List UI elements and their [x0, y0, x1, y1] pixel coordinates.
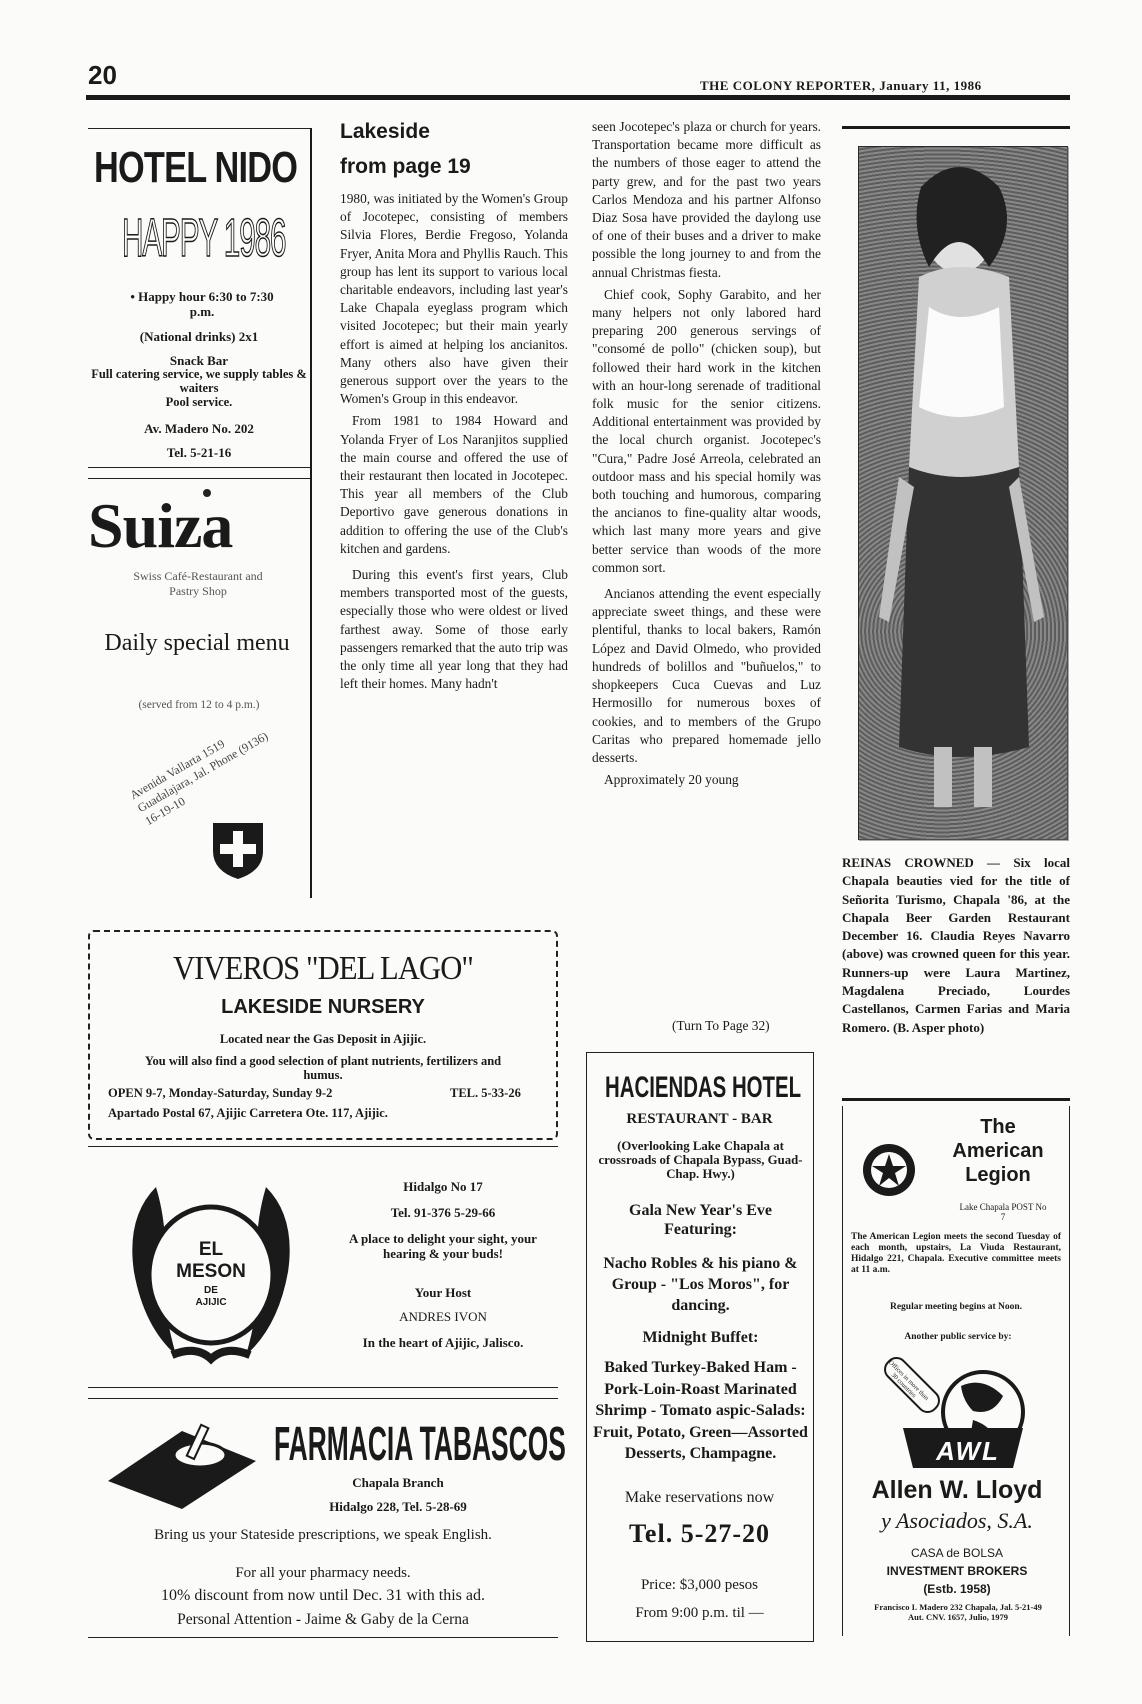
meson-host: ANDRES IVON: [399, 1309, 487, 1324]
suiza-divider: [310, 128, 312, 898]
queen-photo: [858, 146, 1068, 840]
asociados: y Asociados, S.A.: [881, 1508, 1033, 1533]
meson-address: Hidalgo No 17: [403, 1179, 483, 1194]
casa-bolsa: CASA de BOLSA: [910, 1546, 1004, 1560]
meson-host-label: Your Host: [414, 1285, 472, 1300]
photo-top-rule: [842, 126, 1070, 129]
catering: Full catering service, we supply tables & waiters: [91, 367, 307, 395]
legion-post: Lake Chapala POST No 7: [959, 1202, 1047, 1222]
suiza-daily: Daily special menu: [104, 630, 290, 656]
drinks: (National drinks) 2x1: [139, 329, 259, 344]
article-col1-para: During this event's first years, Club members transported most of the guests, especially those who were oldest or lived farthest away. Some of those early passengers remarked that the auto trip was the only time all year long that they had left their homes. Many hadn't: [340, 567, 568, 692]
page-number: 20: [88, 60, 117, 90]
legion-regular: Regular meeting begins at Noon.: [889, 1302, 1023, 1312]
pool: Pool service.: [165, 395, 233, 409]
article-col1-para: 1980, was initiated by the Women's Group of Jocotepec, consisting of members Silvia Flores, Berdie Fregoso, Yolanda Fryer, Anita Mora and Phyllis Rauch. This group has lent its support to various local charitable endeavors, including last year's Lake Chapala eyeglass program which visited Jocotepec; but their main yearly effort is aimed at helping los ancianitos. Many others also have given their generous support over the years to the Women's Group in this endeavor.: [340, 191, 568, 407]
happy-hour: • Happy hour 6:30 to 7:30 p.m.: [130, 289, 274, 319]
viveros-open: OPEN 9-7, Monday-Saturday, Sunday 9-2: [108, 1086, 333, 1100]
legion-title-1: The: [980, 1116, 1016, 1138]
haciendas-reserve: Make reservations now: [624, 1489, 775, 1506]
meson-logo-line3: DE: [204, 1285, 218, 1296]
suiza-served: (served from 12 to 4 p.m.): [138, 699, 260, 711]
haciendas-sub: RESTAURANT - BAR: [626, 1111, 773, 1127]
awl-globe-text: Offices in more than 30 countries: [887, 1359, 930, 1402]
meson-ad: [88, 1146, 558, 1388]
photo-caption: REINAS CROWNED — Six local Chapala beauties vied for the title of Señorita Turismo, Chapala '86, at the Chapala Beer Garden Restaurant December 16. Claudia Reyes Navarro (above) was crowned queen for this year. Runners-up were Laura Martinez, Magdalena Preciado, Lourdes Castellanos, Carmen Farias and Maria Romero. (B. Asper photo): [842, 855, 1070, 1035]
farmacia-line3: 10% discount from now until Dec. 31 with this ad.: [161, 1587, 485, 1604]
article-col2-para: Approximately 20 young: [604, 772, 739, 788]
haciendas-gala: Gala New Year's Eve Featuring:: [629, 1202, 772, 1238]
meson-logo-line4: AJIJIC: [195, 1297, 227, 1308]
farmacia-line1: Bring us your Stateside prescriptions, we speak English.: [154, 1527, 492, 1543]
haciendas-overlook: (Overlooking Lake Chapala at crossroads of Chapala Bypass, Guad-Chap. Hwy.): [598, 1139, 803, 1181]
haciendas-band: Nacho Robles & his piano & Group - "Los Moros", for dancing.: [603, 1255, 798, 1314]
header-rule: [86, 95, 1070, 100]
snack-bar: Snack Bar: [169, 353, 229, 368]
legion-meets: The American Legion meets the second Tuesday of each month, upstairs, La Viuda Restaurant, Hidalgo 221, Chapala. Executive committee meets at 11 a.m.: [851, 1232, 1061, 1275]
masthead: THE COLONY REPORTER, January 11, 1986: [700, 78, 982, 93]
hotel-address: Av. Madero No. 202: [144, 421, 254, 436]
meson-tel: Tel. 91-376 5-29-66: [390, 1205, 496, 1220]
legion-ad: [842, 1106, 1070, 1636]
hotel-tel: Tel. 5-21-16: [166, 445, 232, 460]
article-col2-para: seen Jocotepec's plaza or church for years. Transportation became more difficult as the numbers of those eager to attend the party grew, and for the past two years Carlos Mendoza and his partner Alfonso Diaz Sosa have provided the daylong use of one of their buses and a driver to make possible the long journey to and from the annual Christmas fiesta.: [592, 119, 821, 280]
awl-logo: AWL: [936, 1436, 1000, 1466]
meson-logo-line2: MESON: [176, 1261, 246, 1282]
investment-brokers: INVESTMENT BROKERS: [886, 1564, 1028, 1578]
haciendas-tel: Tel. 5-27-20: [628, 1519, 771, 1548]
hotel-nido-title: HOTEL NIDO: [94, 143, 298, 192]
viveros-located: Located near the Gas Deposit in Ajijic.: [219, 1032, 427, 1046]
estab: (Estb. 1958): [923, 1582, 991, 1596]
suiza-ad: [88, 478, 310, 896]
farmacia-line4: Personal Attention - Jaime & Gaby de la Cerna: [177, 1611, 469, 1628]
farmacia-ad: [88, 1398, 566, 1638]
haciendas-ad: [586, 1052, 814, 1642]
haciendas-from: From 9:00 p.m. til —: [635, 1605, 764, 1621]
mortar-pestle-icon: [102, 1421, 262, 1511]
viveros-subtitle: LAKESIDE NURSERY: [221, 996, 425, 1018]
article-col2-para: Chief cook, Sophy Garabito, and her many helpers not only labored hard preparing 200 generous servings of "consomé de pollo" (chicken soup), but followed their hard work in the kitchen with an hour-long serenade of traditional folk music for the senior citizens. Additional entertainment was provided by the local church organist. Jocotepec's "Cura," Padre José Arreola, celebrated an outdoor mass and his special homily was both touching and humorous, comparing the ancianos to fine-quality altar woods, which last many more years and give better service than woods of the more common sort.: [592, 286, 821, 575]
turn-to-page: (Turn To Page 32): [672, 1018, 770, 1033]
suiza-desc: Swiss Café-Restaurant and Pastry Shop: [133, 569, 263, 598]
legion-title-3: Legion: [965, 1164, 1031, 1186]
farmacia-title: FARMACIA TABASCOS: [274, 1418, 566, 1471]
viveros-ad: [88, 930, 558, 1140]
viveros-title: VIVEROS "DEL LAGO": [172, 950, 474, 987]
allen-lloyd: Allen W. Lloyd: [871, 1476, 1043, 1504]
swiss-cross-icon: [208, 819, 268, 881]
viveros-also: You will also find a good selection of plant nutrients, fertilizers and humus.: [144, 1054, 502, 1082]
article-col2-para: Ancianos attending the event especially appreciate sweet things, and these were plentiful, thanks to local bakers, Ramón López and David Olmedo, who provided hundreds of bolillos and "buñuelos," to shopkeepers Cuca Cuevas and Luz Hermosillo for numerous boxes of cookies, and to members of the Grupo Caritas who prepared homemade jello desserts.: [592, 586, 821, 765]
legion-address: Francisco I. Madero 232 Chapala, Jal. 5-21-49 Aut. CNV. 1657, Julio, 1979: [874, 1602, 1042, 1622]
article-col1-para: From 1981 to 1984 Howard and Yolanda Fryer of Los Naranjitos supplied the main course and offered the use of their restaurant then located in Jocotepec. This year all members of the Club Deportivo gave generous donations in addition to offering the use of the Club's kitchen and gardens.: [340, 413, 568, 556]
viveros-apartado: Apartado Postal 67, Ajijic Carretera Ote. 117, Ajijic.: [108, 1106, 388, 1120]
hotel-nido-subtitle: HAPPY 1986: [122, 208, 286, 268]
article-headline-1: Lakeside: [340, 120, 430, 143]
haciendas-title: HACIENDAS HOTEL: [605, 1071, 802, 1104]
legion-top-rule: [842, 1098, 1070, 1101]
article-col2: [592, 118, 821, 1010]
suiza-name: Suiza: [88, 490, 233, 561]
farmacia-branch: Chapala Branch: [352, 1475, 444, 1490]
hotel-nido-ad: [88, 128, 310, 468]
meson-logo-line1: EL: [198, 1239, 224, 1260]
farmacia-line2: For all your pharmacy needs.: [235, 1565, 411, 1581]
meson-slogan: A place to delight your sight, your hearing & your buds!: [349, 1231, 537, 1261]
viveros-tel: TEL. 5-33-26: [450, 1086, 521, 1100]
haciendas-price: Price: $3,000 pesos: [640, 1577, 759, 1593]
article-col1: [340, 190, 568, 902]
haciendas-menu: Baked Turkey-Baked Ham - Pork-Loin-Roast Marinated Shrimp - Tomato aspic-Salads: Fruit, Potato, Green—Assorted Desserts, Champagne.: [593, 1359, 808, 1462]
farmacia-address: Hidalgo 228, Tel. 5-28-69: [329, 1499, 467, 1514]
legion-another: Another public service by:: [904, 1332, 1012, 1342]
meson-location: In the heart of Ajijic, Jalisco.: [362, 1335, 524, 1350]
haciendas-buffet: Midnight Buffet:: [642, 1329, 759, 1346]
suiza-address: Avenida Vallarta 1519 Guadalajara, Jal. Phone (9136) 16-19-10: [127, 728, 271, 829]
legion-emblem-icon: [861, 1142, 917, 1198]
article-headline-2: from page 19: [340, 155, 471, 178]
legion-title-2: American: [952, 1140, 1044, 1162]
